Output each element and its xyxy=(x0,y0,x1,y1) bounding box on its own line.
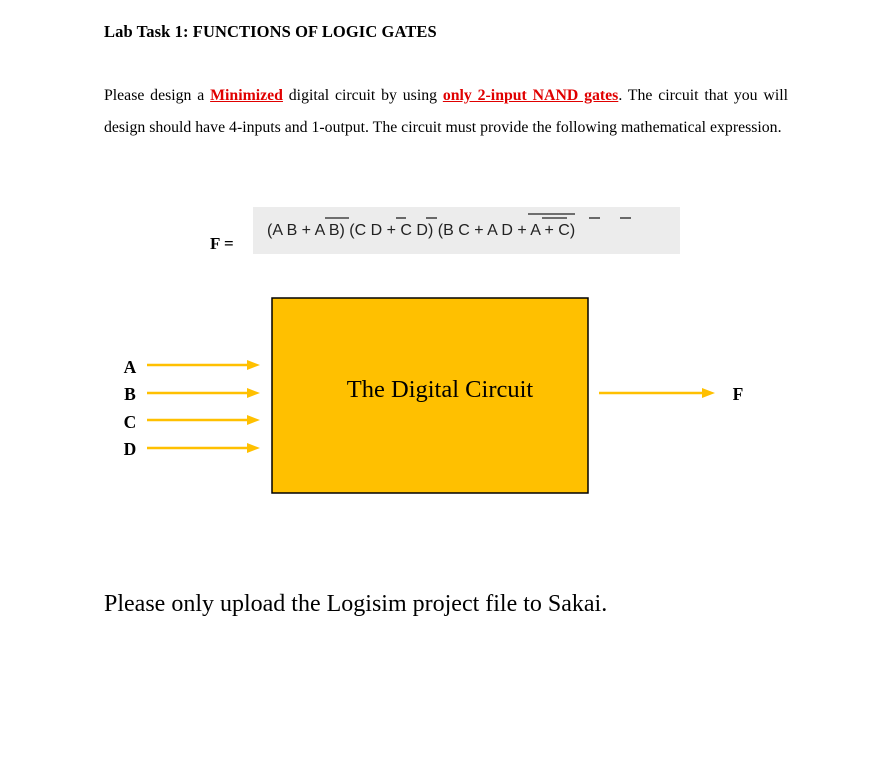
input-label-b: B xyxy=(124,384,136,404)
equation-lhs: F = xyxy=(210,234,234,253)
input-label-c: C xyxy=(123,412,137,432)
input-arrow-d xyxy=(147,443,260,453)
upload-instruction: Please only upload the Logisim project file to Sakai. xyxy=(104,591,608,617)
instructions-text-1: Please design a xyxy=(104,87,211,104)
digital-circuit-label: The Digital Circuit xyxy=(346,376,534,403)
input-arrow-c xyxy=(147,415,260,425)
minimized-emphasis: Minimized xyxy=(210,87,283,104)
nand-gates-emphasis: only 2-input NAND gates xyxy=(442,87,619,104)
input-labels xyxy=(124,357,137,459)
instructions-text-2: digital circuit by using xyxy=(282,87,443,104)
input-label-d: D xyxy=(123,439,137,459)
input-arrow-b xyxy=(147,388,260,398)
output-arrow xyxy=(599,388,715,398)
input-arrow-a xyxy=(147,360,260,370)
task-title: Lab Task 1: FUNCTIONS OF LOGIC GATES xyxy=(104,22,437,41)
output-label-f: F xyxy=(732,384,744,404)
input-label-a: A xyxy=(123,357,137,377)
instructions-text-3: . The circuit that you will design should have 4-inputs and 1-output. The circuit must provide the following mathematical expression. xyxy=(104,87,788,136)
input-arrows xyxy=(147,360,260,453)
expression-text: (A B + A B) (C D + C D) (B C + A D + A + C) xyxy=(267,222,576,239)
